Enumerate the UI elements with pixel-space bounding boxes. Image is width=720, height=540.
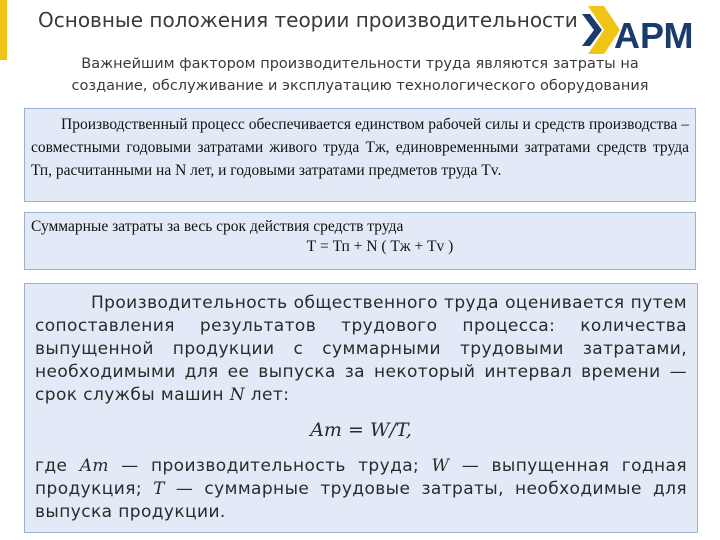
var-a: Aт (79, 456, 109, 476)
def-mid-2: — выпущенная годная продукция; (35, 456, 687, 499)
total-costs-formula: Т = Тп + N ( Тж + Тv ) (306, 238, 454, 255)
subtitle-line-1: Важнейшим фактором производительности труда являются затраты на (81, 56, 639, 72)
productivity-definition-box (24, 283, 698, 533)
arm-logo (574, 0, 720, 60)
slide-title: Основные положения теории производительности (38, 8, 578, 32)
var-w: W (431, 456, 450, 476)
accent-bar (0, 0, 7, 60)
def-start: где (35, 456, 80, 476)
production-process-text: Производственный процесс обеспечивается единством рабочей силы и средств производства – совместными годовыми затратами живого труда Тж, единовременными затратами средств труда Тп, расчитанными на N лет, и годовыми затратами предметов труда Тv. (31, 116, 689, 179)
subtitle (10, 53, 710, 97)
def-end: — суммарные трудовые затраты, необходимые для выпуска продукции. (35, 479, 687, 522)
productivity-paragraph-end: лет: (244, 385, 290, 405)
var-t: T (153, 479, 165, 499)
productivity-paragraph-start: Производительность общественного труда оценивается путем сопоставления результатов трудового процесса: количества выпущенной продукции с суммарными трудовыми затратами, необходимыми для ее выпуска за некоторый интервал времени — срок службы машин (35, 293, 687, 405)
productivity-formula: Aт = W/T, (310, 419, 412, 441)
def-mid-1: — производительность труда; (108, 456, 432, 476)
var-n: N (229, 385, 245, 405)
production-process-box (24, 108, 696, 202)
formula-definitions (35, 455, 687, 524)
productivity-paragraph (35, 292, 687, 407)
subtitle-line-2: создание, обслуживание и эксплуатацию технологического оборудования (71, 78, 649, 94)
total-costs-box (24, 212, 696, 270)
total-costs-text: Суммарные затраты за весь срок действия средств труда (31, 218, 404, 235)
logo-text: АРМ (614, 15, 694, 56)
